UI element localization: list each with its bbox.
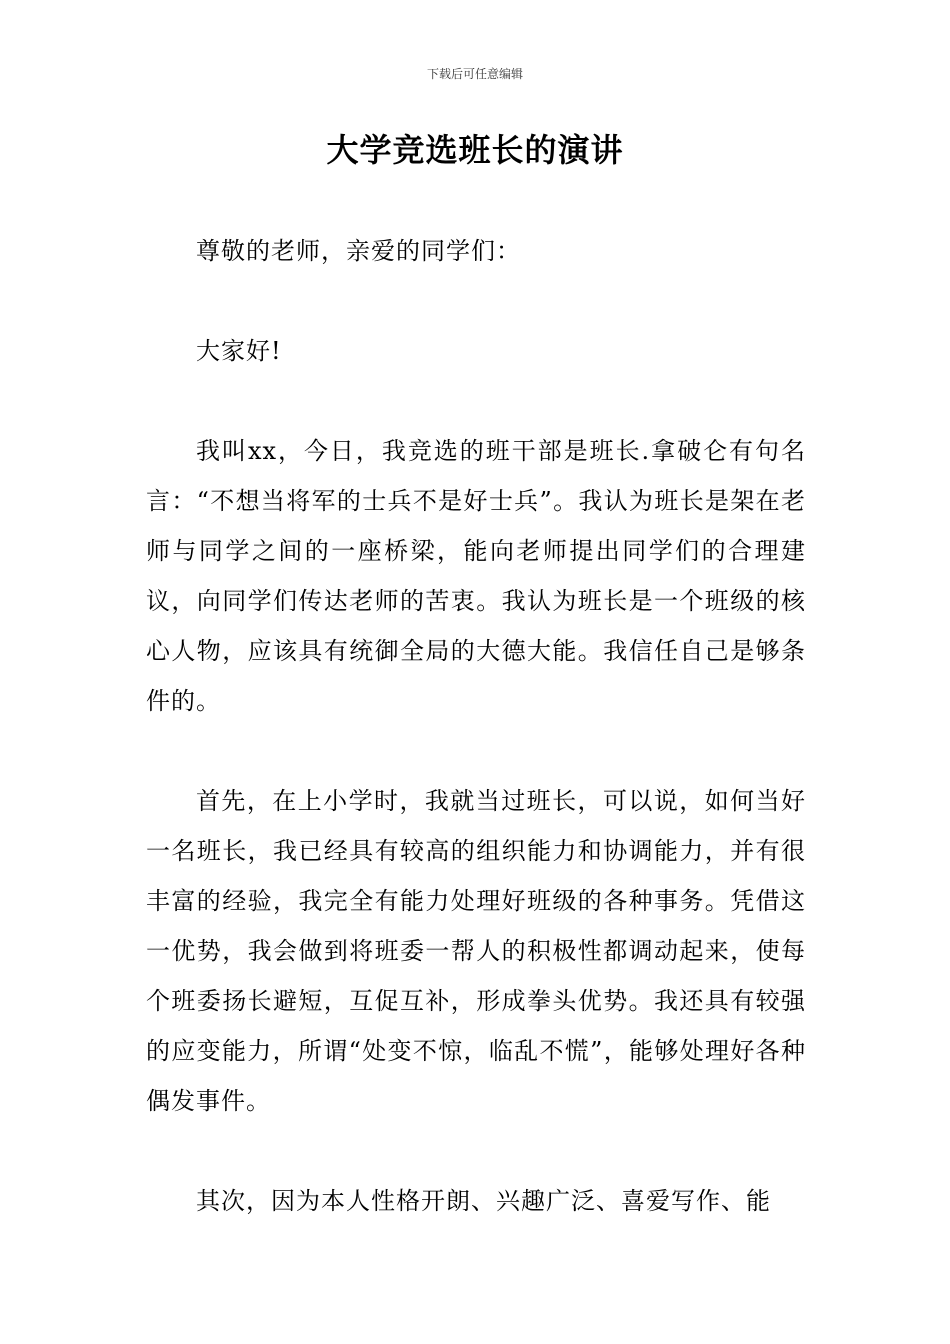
header-note: 下载后可任意编辑 [426,67,523,81]
paragraph-greeting: 大家好! [196,337,282,365]
document-body [146,226,806,1276]
paragraph-salutation: 尊敬的老师，亲爱的同学们： [196,237,521,265]
paragraph-second-reason: 其次，因为本人性格开朗、兴趣广泛、喜爱写作、能 [196,1187,771,1215]
document-title: 大学竞选班长的演讲 [326,131,624,169]
paragraph-introduction: 我叫xx，今日，我竞选的班干部是班长.拿破仑有句名言：“不想当将军的士兵不是好士兵”。我认为班长是架在老师与同学之间的一座桥梁，能向老师提出同学们的合理建议，向同学们传达老师的苦衷。我认为班长是一个班级的核心人物，应该具有统御全局的大德大能。我信任自己是够条件的。 [146,437,806,715]
paragraph-first-reason: 首先，在上小学时，我就当过班长，可以说，如何当好一名班长，我已经具有较高的组织能力和协调能力，并有很丰富的经验，我完全有能力处理好班级的各种事务。凭借这一优势，我会做到将班委一帮人的积极性都调动起来，使每个班委扬长避短，互促互补，形成拳头优势。我还具有较强的应变能力，所谓“处变不惊，临乱不慌”，能够处理好各种偶发事件。 [146,787,806,1115]
